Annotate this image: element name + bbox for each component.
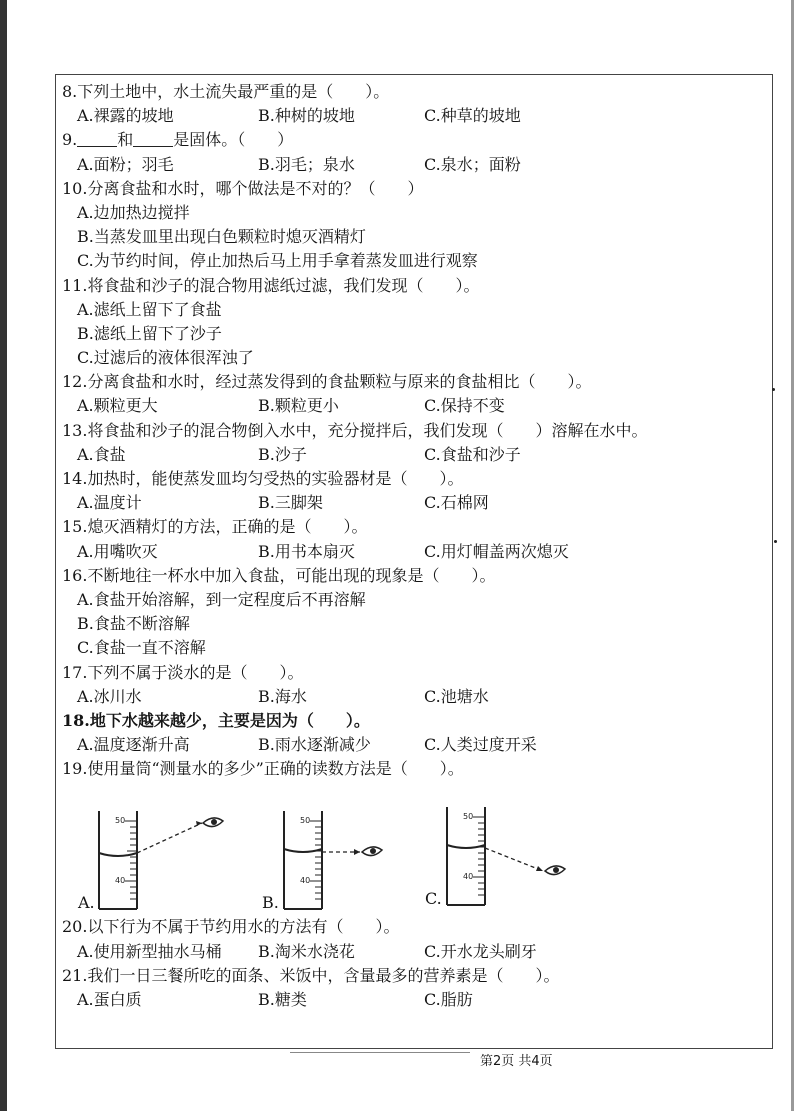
option-c: C.开水龙头刷牙	[424, 941, 537, 961]
option-b: B.食盐不断溶解	[77, 614, 190, 634]
options-row	[62, 540, 767, 564]
question-19: 19.使用量筒“测量水的多少”正确的读数方法是（ ）。	[62, 759, 464, 779]
options-row	[62, 153, 767, 177]
scan-edge	[0, 0, 7, 1111]
option-b: B.当蒸发皿里出现白色颗粒时熄灭酒精灯	[77, 227, 366, 247]
option-a: A.颗粒更大	[77, 396, 158, 416]
scale-label-40: 40	[300, 876, 311, 886]
eye-icon	[545, 866, 565, 875]
question-17: 17.下列不属于淡水的是（ ）。	[62, 662, 304, 682]
question-20: 20.以下行为不属于节约用水的方法有（ ）。	[62, 917, 400, 937]
question-list	[62, 80, 767, 1012]
diagram-label-a: A.	[78, 893, 95, 913]
scale-label-50: 50	[115, 816, 126, 826]
option-c: C.过滤后的液体很浑浊了	[77, 348, 254, 368]
option-c: C.池塘水	[424, 686, 489, 706]
options-row	[62, 104, 767, 128]
option-c: C.食盐一直不溶解	[77, 638, 206, 658]
cylinder-diagram-c	[425, 781, 585, 915]
option-b: B.用书本扇灭	[258, 541, 355, 561]
option-c: C.泉水；面粉	[424, 154, 521, 174]
option-c: C.用灯帽盖两次熄灭	[424, 541, 569, 561]
question-12: 12.分离食盐和水时，经过蒸发得到的食盐颗粒与原来的食盐相比（ ）。	[62, 372, 592, 392]
question-14: 14.加热时，能使蒸发皿均匀受热的实验器材是（ ）。	[62, 469, 464, 488]
question-9-tail: 是固体。（ ）	[173, 130, 294, 150]
option-a: A.食盐开始溶解，到一定程度后不再溶解	[77, 589, 366, 609]
option-a: A.面粉；羽毛	[77, 154, 174, 174]
option-a: A.食盐	[77, 444, 126, 464]
option-b: B.滤纸上留下了沙子	[77, 323, 222, 343]
options-row	[62, 733, 767, 757]
fill-blank-1	[77, 130, 117, 147]
option-a: A.冰川水	[77, 686, 142, 706]
option-a: A.温度逐渐升高	[77, 735, 190, 755]
options-row	[62, 394, 767, 418]
scale-label-40: 40	[115, 876, 126, 886]
option-c: C.人类过度开采	[424, 735, 537, 755]
option-c: C.食盐和沙子	[424, 444, 521, 464]
question-16: 16.不断地往一杯水中加入食盐，可能出现的现象是（ ）。	[62, 565, 496, 585]
options-row	[62, 988, 767, 1012]
question-15: 15.熄灭酒精灯的方法，正确的是（ ）。	[62, 517, 368, 537]
question-18: 18.地下水越来越少，主要是因为（ ）。	[62, 710, 370, 730]
option-c: C.石棉网	[424, 493, 489, 513]
fill-blank-2	[133, 130, 173, 147]
option-a: A.蛋白质	[77, 990, 142, 1009]
footer-rule	[290, 1052, 470, 1053]
option-b: B.糖类	[258, 990, 307, 1009]
option-c: C.为节约时间，停止加热后马上用手拿着蒸发皿进行观察	[77, 251, 478, 271]
question-9	[62, 128, 767, 152]
option-c: C.脂肪	[424, 990, 473, 1009]
question-9-number: 9.	[62, 130, 78, 150]
option-a: A.滤纸上留下了食盐	[77, 299, 222, 319]
options-row	[62, 443, 767, 467]
option-a: A.温度计	[77, 493, 142, 513]
option-b: B.沙子	[258, 444, 307, 464]
scan-speck	[772, 388, 775, 391]
option-a: A.裸露的坡地	[77, 106, 174, 126]
eye-icon	[362, 847, 382, 856]
question-10: 10.分离食盐和水时，哪个做法是不对的？（ ）	[62, 178, 424, 198]
options-row	[62, 940, 767, 964]
options-row	[62, 685, 767, 709]
scale-label-40: 40	[463, 872, 474, 882]
question-11: 11.将食盐和沙子的混合物用滤纸过滤，我们发现（ ）。	[62, 275, 480, 295]
question-8: 8.下列土地中，水土流失最严重的是（ ）。	[62, 82, 390, 101]
option-b: B.颗粒更小	[258, 396, 339, 416]
option-b: B.羽毛；泉水	[258, 154, 355, 174]
cylinder-diagrams	[62, 781, 767, 915]
cylinder-diagram-a	[77, 781, 237, 915]
option-b: B.雨水逐渐减少	[258, 735, 371, 755]
options-row	[62, 491, 767, 515]
option-a: A.边加热边搅拌	[77, 202, 190, 222]
option-a: A.使用新型抽水马桶	[77, 941, 222, 961]
option-b: B.种树的坡地	[258, 106, 355, 126]
scale-label-50: 50	[463, 812, 474, 822]
scan-speck	[774, 540, 777, 543]
page-number: 第2页 共4页	[480, 1054, 553, 1069]
option-b: B.海水	[258, 686, 307, 706]
question-21: 21.我们一日三餐所吃的面条、米饭中，含量最多的营养素是（ ）。	[62, 965, 560, 985]
diagram-label-c: C.	[425, 889, 442, 909]
cylinder-diagram-b	[262, 781, 422, 915]
question-9-mid: 和	[117, 130, 134, 150]
eye-icon	[203, 818, 223, 827]
option-c: C.种草的坡地	[424, 106, 521, 126]
option-a: A.用嘴吹灭	[77, 541, 158, 561]
diagram-label-b: B.	[262, 893, 279, 913]
scale-label-50: 50	[300, 816, 311, 826]
option-b: B.淘米水浇花	[258, 941, 355, 961]
question-13: 13.将食盐和沙子的混合物倒入水中，充分搅拌后，我们发现（ ）溶解在水中。	[62, 420, 648, 440]
option-b: B.三脚架	[258, 493, 323, 513]
option-c: C.保持不变	[424, 396, 505, 416]
